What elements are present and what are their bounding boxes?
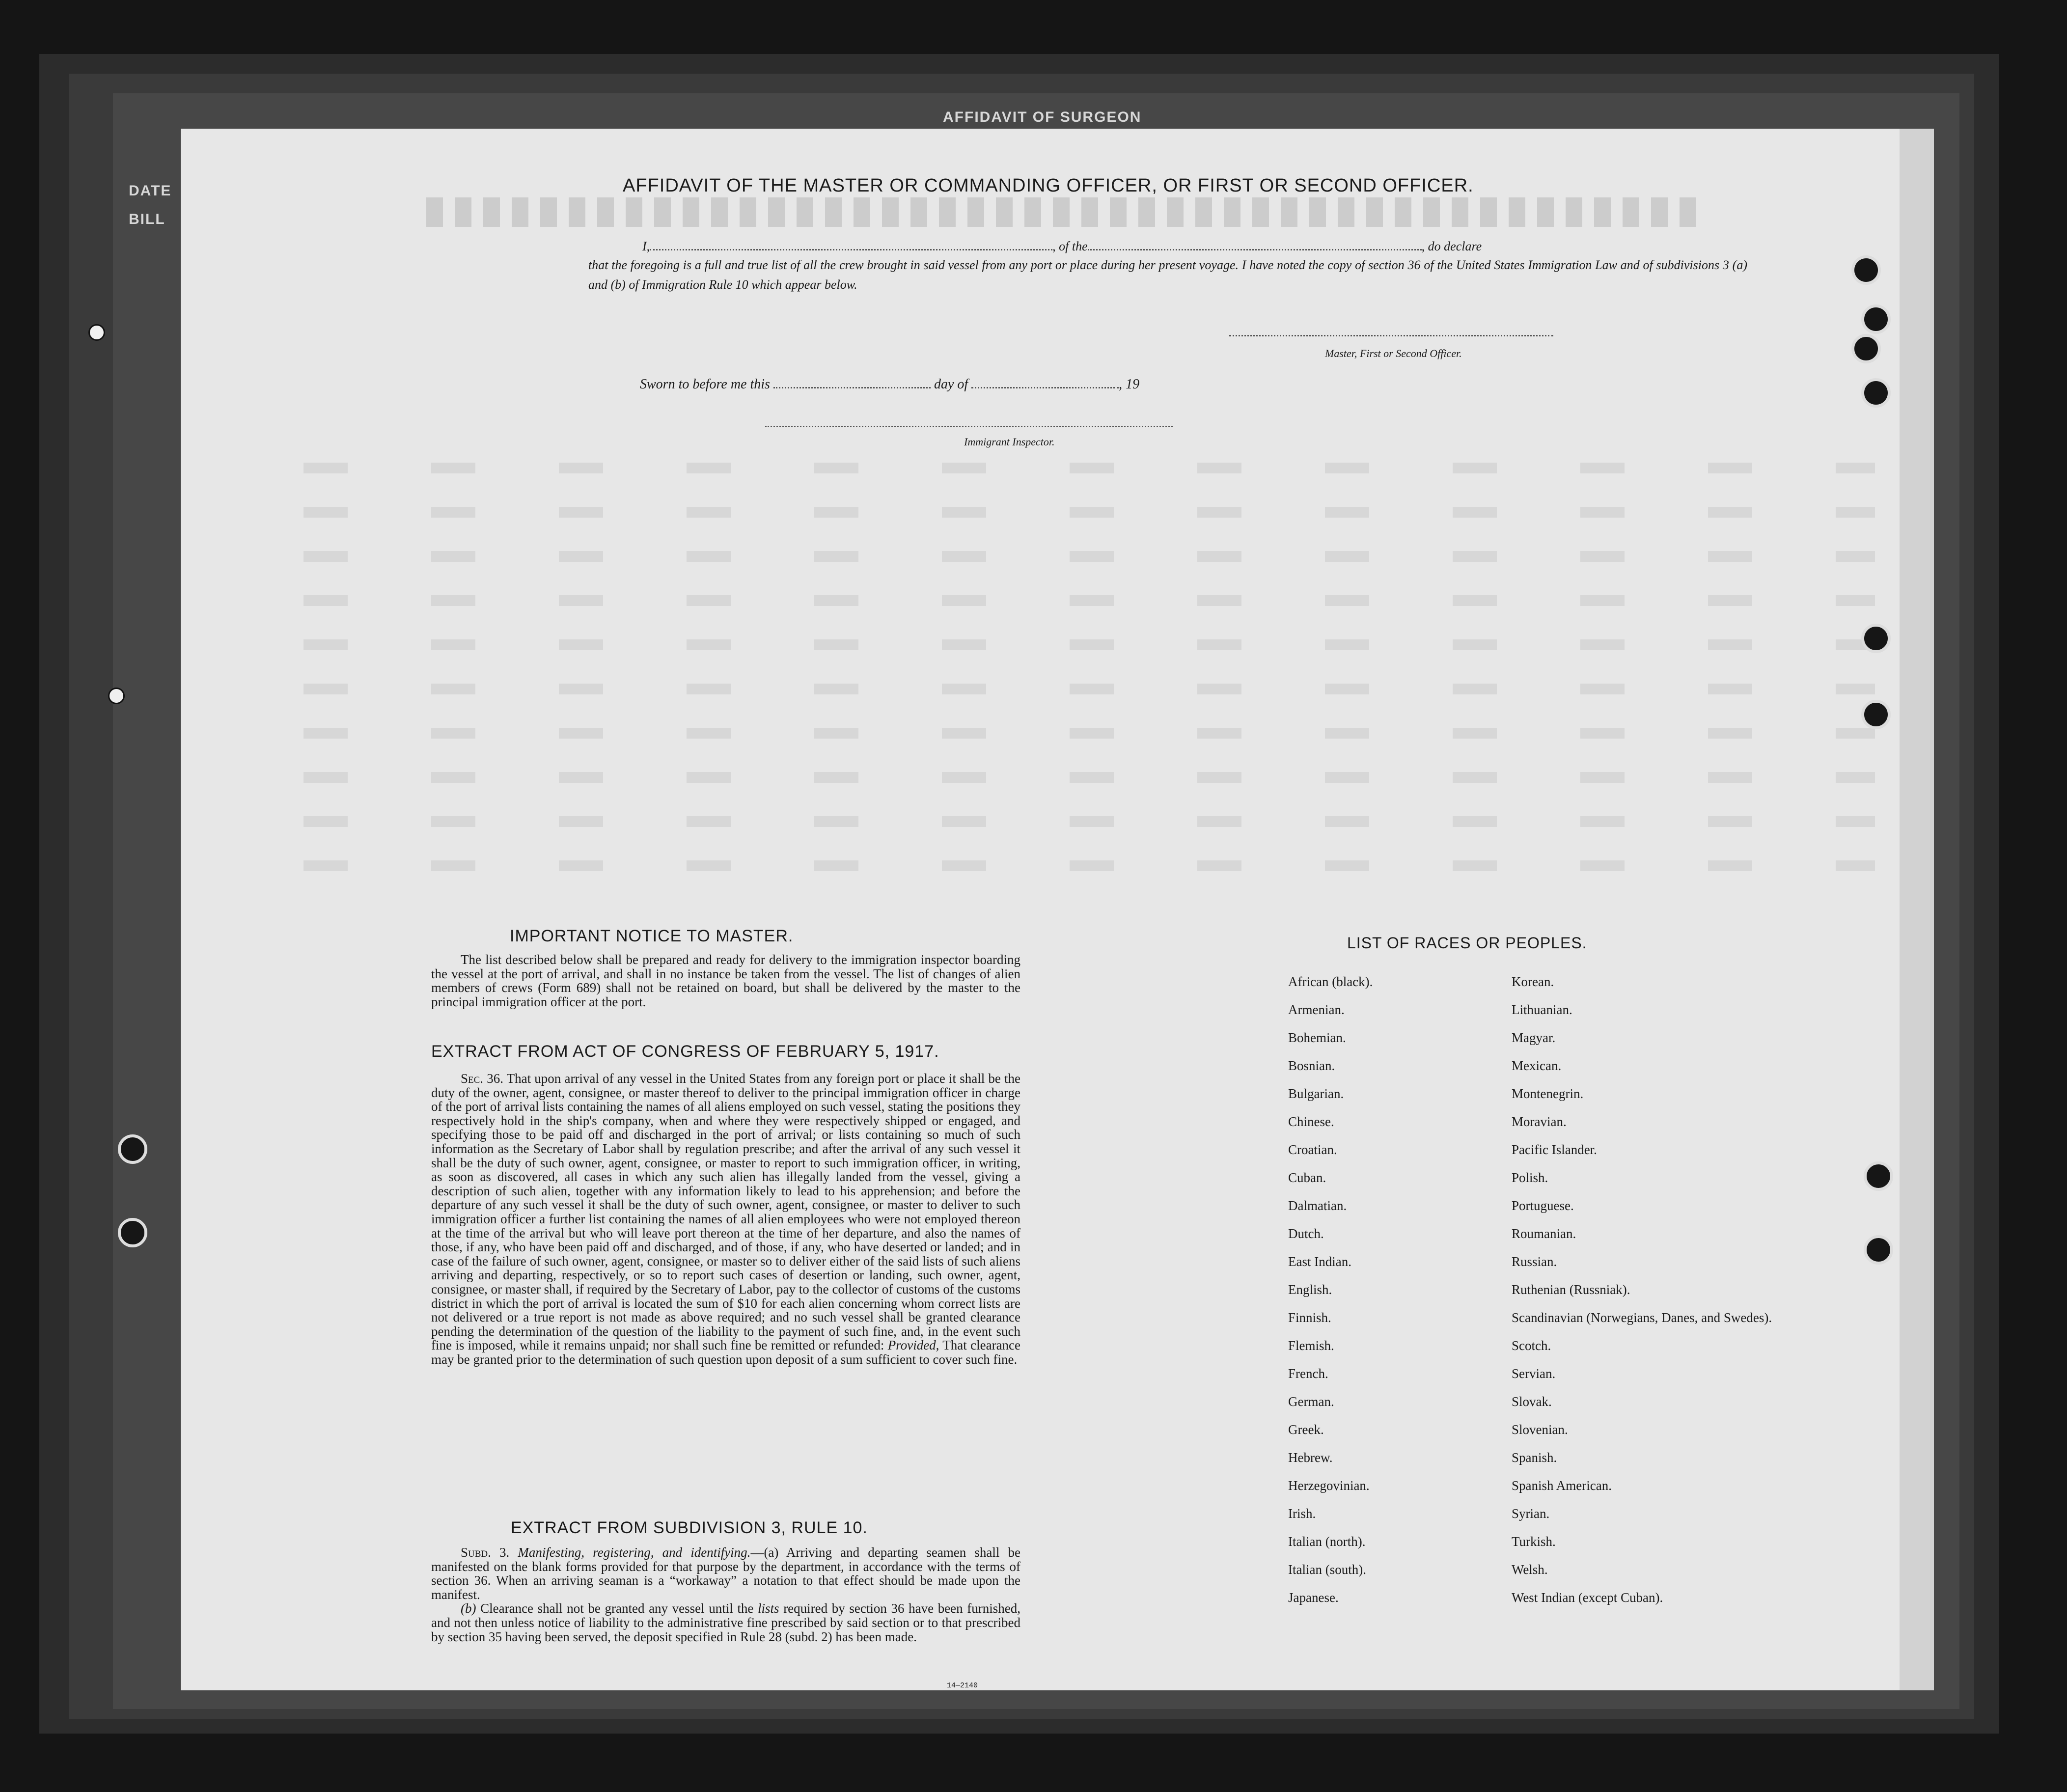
race-item: Magyar. (1512, 1030, 1556, 1045)
race-item: Ruthenian (Russniak). (1512, 1282, 1630, 1297)
sworn-day-of: day of (934, 377, 968, 392)
race-item: Servian. (1512, 1366, 1556, 1381)
section-36-text (431, 1072, 1020, 1366)
declaration-text: that the foregoing is a full and true list of all the crew brought in said vessel from any port or place during her present voyage. I have noted the copy of section 36 of the United States Immigration Law and of subdivisions 3 (a) and (b) of Immigration Rule 10 which appear below. (588, 258, 1747, 292)
race-item: Moravian. (1512, 1114, 1567, 1129)
subd-b-text-1: Clearance shall not be granted any vessel until the (480, 1601, 754, 1616)
background-side-label-date: DATE (129, 183, 172, 199)
sworn-prefix: Sworn to before me this (640, 377, 770, 392)
inspector-signature-line (765, 426, 1173, 427)
race-item: Montenegrin. (1512, 1086, 1584, 1101)
race-item: Russian. (1512, 1254, 1557, 1269)
vessel-prefix: , of the (1052, 239, 1088, 253)
sworn-line (640, 377, 1139, 392)
affidavit-title: AFFIDAVIT OF THE MASTER OR COMMANDING OFFICER, OR FIRST OR SECOND OFFICER. (623, 175, 1474, 196)
subdivision-b (431, 1601, 1020, 1644)
race-item: French. (1288, 1366, 1328, 1381)
signature-label: Master, First or Second Officer. (1325, 347, 1462, 359)
declarant-name-blank (650, 249, 1052, 250)
binder-ring (1851, 255, 1881, 285)
declarant-prefix: I, (642, 239, 650, 253)
binder-ring (1861, 624, 1891, 653)
race-item: Pacific Islander. (1512, 1142, 1597, 1157)
punch-hole (108, 688, 125, 704)
race-item: Hebrew. (1288, 1450, 1333, 1465)
subd-heading: Manifesting, registering, and identifying. (518, 1545, 751, 1560)
subd-b-label: (b) (461, 1601, 476, 1616)
race-item: Bosnian. (1288, 1058, 1335, 1073)
binder-ring (1851, 334, 1881, 363)
binder-ring (1864, 1235, 1893, 1265)
subdivision-a (431, 1545, 1020, 1601)
race-item: English. (1288, 1282, 1332, 1297)
binder-ring (1861, 378, 1891, 408)
race-item: Chinese. (1288, 1114, 1334, 1129)
subd-b-lists: lists (758, 1601, 779, 1616)
signature-line (1229, 335, 1553, 336)
race-item: Croatian. (1288, 1142, 1337, 1157)
races-right-column (1512, 974, 1772, 1618)
background-top-label: AFFIDAVIT OF SURGEON (943, 109, 1142, 125)
section-label: Sec. 36. (461, 1071, 503, 1086)
race-item: Syrian. (1512, 1506, 1550, 1521)
subd-b-text-2: required by section 36 have been furnished, and not then unless notice of liability to the administrative fine prescribed by said section or to that prescribed by section 35 having been served, the deposit specified in Rule 28 (subd. 2) has been made. (431, 1601, 1021, 1644)
race-item: Bohemian. (1288, 1030, 1346, 1045)
sworn-year: , 19 (1119, 377, 1140, 392)
subd-a-label: —(a) (750, 1545, 779, 1560)
notice-body: The list described below shall be prepared and ready for delivery to the immigration inspector boarding the vessel at the port of arrival, and shall in no instance be taken from the vessel. The list of changes of alien members of crews (Form 689) shall not be retained on board, but shall be delivered by the master to the principal immigration officer at the port. (431, 952, 1020, 1009)
race-item: Lithuanian. (1512, 1002, 1572, 1017)
extract-rule-title: EXTRACT FROM SUBDIVISION 3, RULE 10. (511, 1518, 868, 1537)
provided-word: Provided, (887, 1338, 939, 1353)
race-item: Portuguese. (1512, 1198, 1574, 1213)
race-item: Slovak. (1512, 1394, 1552, 1409)
extract-act-title: EXTRACT FROM ACT OF CONGRESS OF FEBRUARY 5, 1917. (431, 1042, 939, 1061)
race-item: Mexican. (1512, 1058, 1562, 1073)
race-item: East Indian. (1288, 1254, 1351, 1269)
binder-ring (1864, 1161, 1893, 1191)
binder-ring (1861, 304, 1891, 334)
race-item: Dalmatian. (1288, 1198, 1347, 1213)
race-item: Scandinavian (Norwegians, Danes, and Swedes). (1512, 1310, 1772, 1325)
race-item: Slovenian. (1512, 1422, 1568, 1437)
sworn-day-blank (773, 387, 931, 388)
inspector-label: Immigrant Inspector. (964, 436, 1055, 448)
race-item: Armenian. (1288, 1002, 1345, 1017)
race-item: Japanese. (1288, 1590, 1339, 1605)
race-item: Polish. (1512, 1170, 1548, 1185)
race-item: Scotch. (1512, 1338, 1551, 1353)
form-number: 14—2140 (947, 1682, 978, 1690)
race-item: Spanish. (1512, 1450, 1557, 1465)
bleed-through-text (426, 197, 1703, 227)
race-item: African (black). (1288, 974, 1373, 989)
race-item: German. (1288, 1394, 1334, 1409)
race-item: Herzegovinian. (1288, 1478, 1370, 1493)
subd-label: Subd. 3. (461, 1545, 510, 1560)
binder-ring (118, 1218, 147, 1247)
section-body-end: That clearance may be granted prior to the determination of such question upon deposit of a sum sufficient to cover such fine. (431, 1338, 1021, 1367)
races-title: LIST OF RACES OR PEOPLES. (1347, 934, 1587, 952)
binder-ring (118, 1134, 147, 1164)
race-item: Cuban. (1288, 1170, 1326, 1185)
race-item: Finnish. (1288, 1310, 1331, 1325)
race-item: Greek. (1288, 1422, 1324, 1437)
declare-suffix: , do declare (1421, 239, 1482, 253)
race-item: Italian (south). (1288, 1562, 1366, 1577)
race-item: Turkish. (1512, 1534, 1556, 1549)
race-item: Bulgarian. (1288, 1086, 1344, 1101)
race-item: Irish. (1288, 1506, 1316, 1521)
race-item: Italian (north). (1288, 1534, 1366, 1549)
sworn-month-blank (971, 387, 1119, 388)
race-item: West Indian (except Cuban). (1512, 1590, 1663, 1605)
race-item: Dutch. (1288, 1226, 1324, 1241)
race-item: Flemish. (1288, 1338, 1334, 1353)
punch-hole (88, 324, 105, 341)
races-left-column (1288, 974, 1373, 1618)
race-item: Roumanian. (1512, 1226, 1576, 1241)
subd-a-text: Arriving and departing seamen shall be manifested on the blank forms provided for that purpose by the department, in accordance with the terms of section 36. When an arriving seaman is a “workaway” a notation to that effect should be made upon the manifest. (431, 1545, 1020, 1602)
affidavit-page (181, 129, 1934, 1690)
race-item: Welsh. (1512, 1562, 1548, 1577)
declarant-line (642, 239, 1482, 254)
background-side-label-bill: BILL (129, 211, 165, 227)
race-item: Korean. (1512, 974, 1554, 989)
subdivision-3-text (431, 1545, 1020, 1644)
vessel-name-blank (1088, 249, 1422, 250)
race-item: Spanish American. (1512, 1478, 1612, 1493)
binder-ring (1861, 700, 1891, 729)
notice-title: IMPORTANT NOTICE TO MASTER. (510, 927, 794, 945)
section-body: That upon arrival of any vessel in the United States from any foreign port or place it shall be the duty of the owner, agent, consignee, or master thereof to deliver to the principal immigration officer in charge of the port of arrival lists containing the names of all aliens employed on such vessel, stating the positions they respectively hold in the ship's company, when and where they were respectively shipped or engaged, and specifying those to be paid off and discharged in the port of arrival; or lists containing so much of such information as the Secretary of Labor shall by regulation prescribe; and after the arrival of any such vessel it shall be the duty of such owner, agent, consignee, or master to report to such immigration officer, in writing, as soon as discovered, all cases in which any such alien has illegally landed from the vessel, giving a description of such alien, together with any information likely to lead to his apprehension; and before the departure of any such vessel it shall be the duty of such owner, agent, consignee, or master to deliver to such immigration officer a further list containing the names of all alien employees who were not employed thereon at the time of the arrival but who will leave port thereon at the time of her departure, and also the names of those, if any, who have been paid off and discharged, and of those, if any, who have deserted or landed; and in case of the failure of such owner, agent, consignee, or master so to deliver either of the said lists of such aliens arriving and departing, respectively, or so to report such cases of desertion or landing, such owner, agent, consignee, or master shall, if required by the Secretary of Labor, pay to the collector of customs of the customs district in which the port of arrival is located the sum of $10 for each alien concerning whom correct lists are not delivered or a true report is not made as above required; and no such vessel shall be granted clearance pending the determination of the question of the liability to the payment of such fine, and, in the event such fine is imposed, while it remains unpaid; nor shall such fine be remitted or refunded: (431, 1071, 1021, 1353)
